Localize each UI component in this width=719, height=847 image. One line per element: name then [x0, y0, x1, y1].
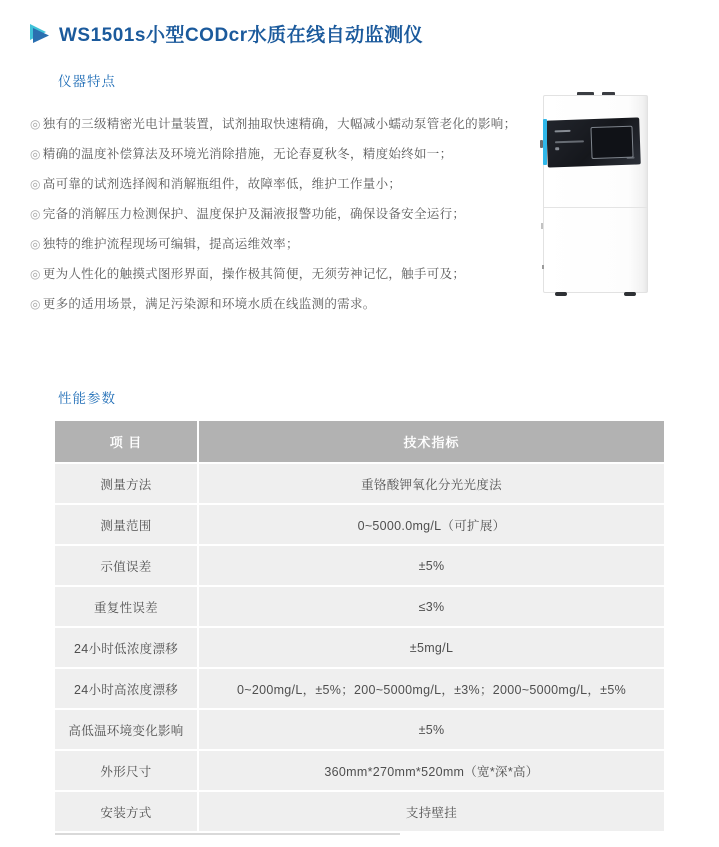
ring-bullet-icon: ◎: [30, 207, 41, 221]
row-item-cell: 示值误差: [55, 546, 197, 585]
table-row: [55, 505, 664, 544]
feature-list-item: [30, 169, 520, 199]
row-spec-cell: ±5mg/L: [199, 628, 664, 667]
table-row: [55, 546, 664, 585]
specs-section-heading: 性能参数: [58, 391, 116, 406]
row-spec-cell: 重铬酸钾氧化分光光度法: [199, 464, 664, 503]
feature-list-item: [30, 109, 520, 139]
double-chevron-play-icon: [29, 23, 50, 44]
specs-table-body: [55, 464, 664, 831]
table-bottom-edge: [55, 833, 400, 835]
row-item-cell: 高低温环境变化影响: [55, 710, 197, 749]
feature-text: 完备的消解压力检测保护、温度保护及漏液报警功能，确保设备安全运行；: [42, 207, 466, 221]
specs-table-header-row: [55, 421, 664, 462]
analyzer-product-image: [543, 95, 648, 293]
table-row: [55, 464, 664, 503]
page-title: WS1501s小型CODcr水质在线自动监测仪: [59, 25, 424, 46]
table-row: [55, 751, 664, 790]
device-foot: [555, 292, 567, 296]
table-row: [55, 669, 664, 708]
ring-bullet-icon: ◎: [30, 267, 41, 281]
device-accent-stripe: [543, 119, 547, 165]
feature-list: [30, 109, 520, 319]
row-spec-cell: ≤3%: [199, 587, 664, 626]
table-row: [55, 587, 664, 626]
device-foot: [624, 292, 636, 296]
row-spec-cell: 支持壁挂: [199, 792, 664, 831]
device-touchscreen: [590, 126, 633, 160]
table-row: [55, 710, 664, 749]
feature-text: 独特的维护流程现场可编辑，提高运维效率；: [42, 237, 299, 251]
feature-text: 独有的三级精密光电计量装置，试剂抽取快速精确，大幅减小蠕动泵管老化的影响；: [42, 117, 517, 131]
feature-list-item: [30, 229, 520, 259]
specs-table: [55, 421, 664, 831]
panel-model-mark: [555, 140, 584, 143]
row-item-cell: 外形尺寸: [55, 751, 197, 790]
feature-list-item: [30, 139, 520, 169]
device-side-connector: [542, 265, 544, 269]
row-spec-cell: 360mm*270mm*520mm（宽*深*高）: [199, 751, 664, 790]
row-item-cell: 重复性误差: [55, 587, 197, 626]
table-row: [55, 628, 664, 667]
feature-list-item: [30, 289, 520, 319]
row-spec-cell: ±5%: [199, 710, 664, 749]
row-item-cell: 测量方法: [55, 464, 197, 503]
feature-list-item: [30, 199, 520, 229]
ring-bullet-icon: ◎: [30, 117, 41, 131]
row-spec-cell: 0~200mg/L，±5%；200~5000mg/L，±3%；2000~5000mg/L，±5%: [199, 669, 664, 708]
ring-bullet-icon: ◎: [30, 147, 41, 161]
panel-indicator-mark: [556, 147, 560, 150]
row-item-cell: 安装方式: [55, 792, 197, 831]
row-spec-cell: ±5%: [199, 546, 664, 585]
header-cell-spec: 技术指标: [199, 421, 664, 462]
feature-list-item: [30, 259, 520, 289]
device-door-seam: [544, 207, 647, 208]
panel-brand-mark: [555, 130, 571, 133]
device-side-connector: [540, 140, 543, 148]
row-spec-cell: 0~5000.0mg/L（可扩展）: [199, 505, 664, 544]
row-item-cell: 24小时低浓度漂移: [55, 628, 197, 667]
header-cell-item: 项 目: [55, 421, 197, 462]
table-row: [55, 792, 664, 831]
row-item-cell: 测量范围: [55, 505, 197, 544]
ring-bullet-icon: ◎: [30, 297, 41, 311]
feature-text: 精确的温度补偿算法及环境光消除措施，无论春夏秋冬，精度始终如一；: [42, 147, 453, 161]
feature-text: 更为人性化的触摸式图形界面，操作极其简便，无须劳神记忆，触手可及；: [42, 267, 466, 281]
ring-bullet-icon: ◎: [30, 177, 41, 191]
features-section-heading: 仪器特点: [58, 74, 116, 89]
row-item-cell: 24小时高浓度漂移: [55, 669, 197, 708]
page-title-row: [29, 20, 423, 47]
feature-text: 更多的适用场景，满足污染源和环境水质在线监测的需求。: [42, 297, 376, 311]
ring-bullet-icon: ◎: [30, 237, 41, 251]
feature-text: 高可靠的试剂选择阀和消解瓶组件，故障率低，维护工作量小；: [42, 177, 402, 191]
device-front-panel: [546, 117, 641, 167]
device-side-connector: [541, 223, 543, 229]
